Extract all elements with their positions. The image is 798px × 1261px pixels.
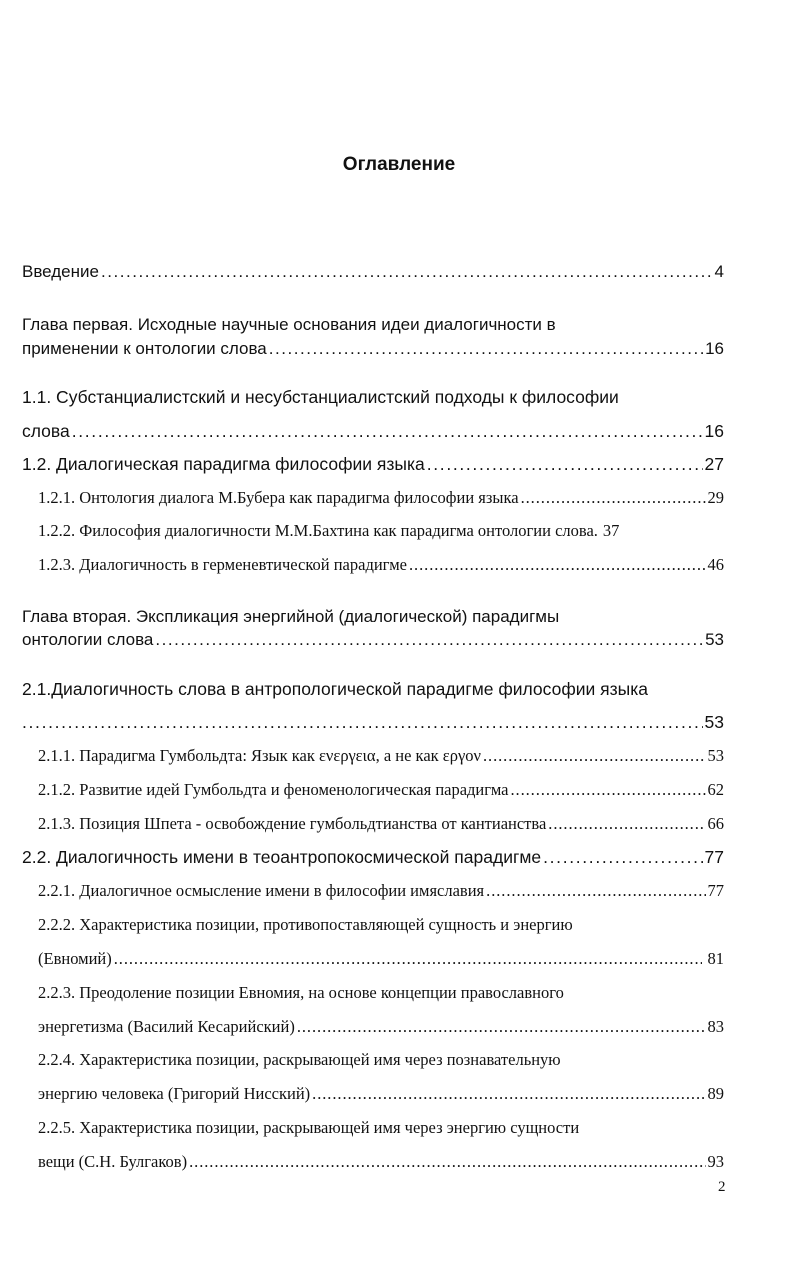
leader-dots (486, 881, 705, 901)
toc-entry-2-1 (22, 712, 724, 733)
leader-dots (548, 814, 705, 834)
toc-entry-text: 1.2.2. Философия диалогичности М.М.Бахтина как парадигма онтологии слова. (38, 521, 598, 540)
toc-entry-2-2-5-line1: 2.2.5. Характеристика позиции, раскрывающей имя через энергию сущности (38, 1118, 580, 1137)
toc-entry-1-2-1 (38, 488, 724, 508)
toc-entry-text: 1.2.1. Онтология диалога М.Бубера как парадигма философии языка (38, 488, 519, 507)
toc-entry-2-2-2-line1: 2.2.2. Характеристика позиции, противопоставляющей сущность и энергию (38, 915, 573, 934)
toc-entry-intro (22, 262, 724, 282)
toc-page-number: 83 (707, 1017, 724, 1036)
toc-entry-ch2-line1: Глава вторая. Экспликация энергийной (диалогической) парадигмы (22, 607, 560, 626)
toc-page-number: 77 (707, 881, 724, 900)
toc-entry-ch1-line1: Глава первая. Исходные научные основания идеи диалогичности в (22, 315, 556, 334)
toc-entry-2-2-1 (38, 881, 724, 901)
toc-entry-text: 2.2.1. Диалогичное осмысление имени в философии имяславия (38, 881, 485, 900)
leader-dots (409, 555, 706, 575)
toc-entry-2-2-4-line1: 2.2.4. Характеристика позиции, раскрывающей имя через познавательную (38, 1050, 561, 1069)
toc-page-number: 37 (602, 521, 620, 540)
toc-entry-1-1 (22, 421, 724, 442)
toc-entry-text: 2.2. Диалогичность имени в теоантропокосмической парадигме (22, 847, 542, 867)
toc-entry-text: Введение (22, 262, 99, 281)
leader-dots (312, 1084, 705, 1104)
leader-dots (427, 454, 703, 475)
toc-entry-2-1-2 (38, 780, 724, 800)
toc-entry-1-2-3 (38, 555, 724, 575)
leader-dots (22, 712, 703, 733)
toc-entry-text: 2.1.1. Парадигма Гумбольдта: Язык как ενεργεια, а не как εργον (38, 746, 481, 765)
toc-page-number: 66 (707, 814, 724, 833)
toc-entry-text: слова (22, 421, 70, 441)
toc-entry-2-2-3 (38, 1017, 724, 1037)
toc-page-number: 89 (707, 1084, 724, 1103)
leader-dots (510, 780, 705, 800)
toc-page-number: 16 (704, 421, 724, 441)
leader-dots (297, 1017, 706, 1037)
toc-entry-text: 2.1.3. Позиция Шпета - освобождение гумбольдтианства от кантианства (38, 814, 547, 833)
toc-entry-2-2-5 (38, 1152, 724, 1172)
toc-entry-2-1-line1: 2.1.Диалогичность слова в антропологической парадигме философии языка (22, 679, 649, 699)
toc-entry-2-2-3-line1: 2.2.3. Преодоление позиции Евномия, на основе концепции православного (38, 983, 564, 1002)
toc-page-number: 16 (705, 339, 724, 358)
toc-page-number: 81 (707, 949, 724, 968)
toc-entry-text: энергию человека (Григорий Нисский) (38, 1084, 311, 1103)
leader-dots (269, 339, 703, 359)
toc-page-number: 4 (714, 262, 724, 281)
leader-dots (114, 949, 702, 969)
toc-page-number: 62 (707, 780, 724, 799)
toc-entry-text: 1.2. Диалогическая парадигма философии языка (22, 454, 425, 474)
toc-entry-text: вещи (С.Н. Булгаков) (38, 1152, 188, 1171)
toc-entry-text: 2.1.2. Развитие идей Гумбольдта и феноменологическая парадигма (38, 780, 509, 799)
toc-entry-1-2-2 (38, 521, 724, 541)
toc-page-number: 27 (704, 454, 724, 474)
toc-entry-text: 1.2.3. Диалогичность в герменевтической парадигме (38, 555, 407, 574)
toc-entry-text: (Евномий) (38, 949, 112, 968)
toc-entry-text: применении к онтологии слова (22, 339, 267, 358)
toc-entry-ch2 (22, 630, 724, 650)
toc-entry-2-2-4 (38, 1084, 724, 1104)
toc-page-number: 29 (707, 488, 724, 507)
toc-entry-2-2 (22, 847, 724, 868)
toc-page-number: 53 (704, 712, 724, 732)
leader-dots (101, 262, 713, 282)
leader-dots (72, 421, 703, 442)
leader-dots (521, 488, 706, 508)
toc-page-number: 46 (707, 555, 724, 574)
toc-page-number: 53 (705, 630, 724, 649)
toc-entry-1-2 (22, 454, 724, 475)
leader-dots (155, 630, 703, 650)
page-number: 2 (718, 1179, 726, 1195)
leader-dots (483, 746, 706, 766)
toc-entry-text: онтологии слова (22, 630, 154, 649)
toc-entry-text: энергетизма (Василий Кесарийский) (38, 1017, 295, 1036)
toc-title: Оглавление (342, 154, 456, 175)
toc-entry-ch1 (22, 339, 724, 359)
toc-page-number: 77 (704, 847, 724, 867)
toc-entry-2-1-3 (38, 814, 724, 834)
toc-entry-2-1-1 (38, 746, 724, 766)
toc-entry-2-2-2 (38, 949, 724, 969)
leader-dots (189, 1152, 705, 1172)
toc-page-number: 53 (707, 746, 724, 765)
leader-dots (543, 847, 702, 868)
toc-entry-1-1-line1: 1.1. Субстанциалистский и несубстанциалистский подходы к философии (22, 387, 619, 407)
toc-page-number: 93 (707, 1152, 724, 1171)
